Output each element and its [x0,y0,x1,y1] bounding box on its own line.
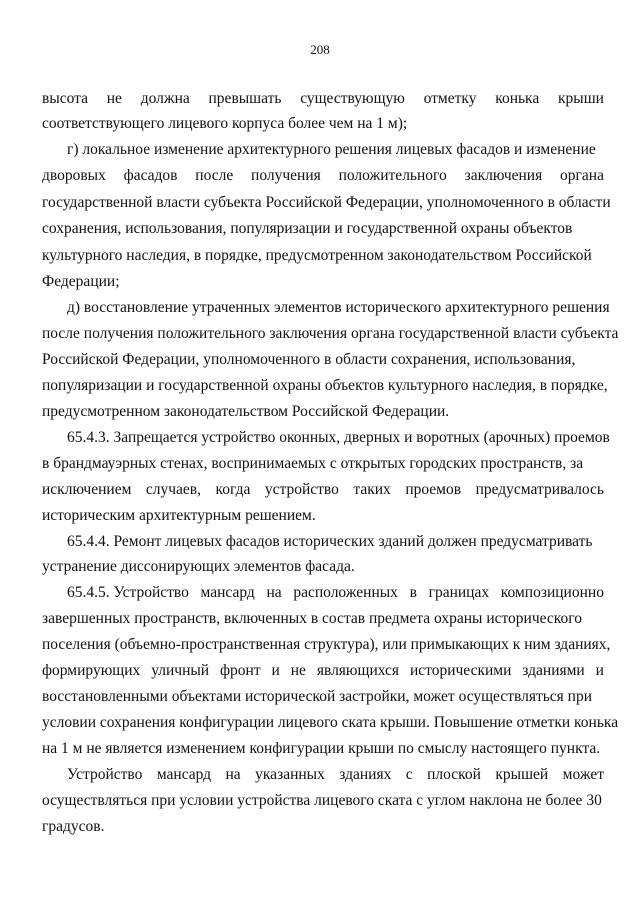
word: мансард [200,584,255,601]
text-line [67,765,604,785]
word: устройство [264,481,339,498]
word: уличный [151,662,210,679]
text-line: условии сохранения конфигурации лицевого ската крыши. Повышение отметки конька [42,714,619,731]
word: заключения [464,167,543,184]
text-line [42,480,604,500]
word: получения [251,167,321,184]
word: не [290,662,306,679]
word: превышать [208,90,282,107]
text-line: историческим архитектурным решением. [42,507,316,524]
word: фасадов [123,167,178,184]
word: крыши [558,90,604,107]
word: и [271,662,280,679]
word: композиционно [500,584,604,601]
word: 65.4.5. Устройство [67,584,189,601]
text-line: в брандмауэрных стенах, воспринимаемых с открытых городских пространств, за [42,455,584,472]
word: высота [42,90,89,107]
word: органа [560,167,604,184]
word: расположенных [293,584,398,601]
word: историческими [409,662,512,679]
text-line: культурного наследия, в порядке, предусмотренном законодательством Российской [42,247,592,264]
word: с [405,766,413,783]
word: Устройство [67,766,143,783]
text-line: соответствующего лицевого корпуса более чем на 1 м); [42,115,408,132]
word: конька [495,90,540,107]
text-line: 65.4.3. Запрещается устройство оконных, дверных и воротных (арочных) проемов [67,429,610,446]
text-line: Российской Федерации, уполномоченного в области сохранения, использования, [42,351,576,368]
text-line: поселения (объемно-пространственная структура), или примыкающих к ним зданиях, [42,636,611,653]
text-line: градусов. [42,818,105,835]
word: и [595,662,604,679]
text-line: популяризации и государственной охраны объектов культурного наследия, в порядке, [42,377,608,394]
word: указанных [255,766,325,783]
word: мансард [156,766,212,783]
word: отметку [423,90,477,107]
word: на [266,584,282,601]
word: границах [428,584,490,601]
word: положительного [338,167,447,184]
word: дворовых [42,167,106,184]
word: когда [215,481,251,498]
word: не [106,90,122,107]
text-line: завершенных пространств, включенных в состав предмета охраны исторического [42,610,583,627]
text-line: после получения положительного заключения органа государственной власти субъекта [42,325,619,342]
word: крышей [495,766,549,783]
word: случаев, [145,481,202,498]
word: после [195,167,234,184]
word: на [225,766,241,783]
text-line: д) восстановление утраченных элементов исторического архитектурного решения [67,299,610,316]
text-line: осуществляться при условии устройства лицевого ската с углом наклона не более 30 [42,792,602,809]
word: в [409,584,417,601]
word: являющихся [316,662,400,679]
text-line: восстановленными объектами исторической застройки, может осуществляться при [42,688,593,705]
text-line: 65.4.4. Ремонт лицевых фасадов исторических зданий должен предусматривать [67,533,593,550]
word: плоской [427,766,481,783]
text-line: г) локальное изменение архитектурного решения лицевых фасадов и изменение [67,141,596,158]
word: должна [140,90,190,107]
text-line: государственной власти субъекта Российской Федерации, уполномоченного в области [42,194,611,211]
word: зданиями [522,662,585,679]
text-line: сохранения, использования, популяризации и государственной охраны объектов [42,220,573,237]
word: таких [353,481,391,498]
word: может [562,766,604,783]
text-line: предусмотренном законодательством Российской Федерации. [42,403,450,420]
word: существующую [300,90,405,107]
word: исключением [42,481,132,498]
text-line: на 1 м не является изменением конфигурации крыши по смыслу настоящего пункта. [42,740,601,757]
word: формирующих [42,662,141,679]
word: проемов [405,481,462,498]
text-line [42,166,604,186]
page-number: 208 [310,42,330,57]
text-line [42,89,604,109]
word: предусматривалось [475,481,604,498]
word: зданиях [339,766,392,783]
text-line [42,661,604,681]
text-line [67,583,604,603]
word: фронт [220,662,261,679]
text-line: Федерации; [42,273,120,290]
text-line: устранение диссонирующих элементов фасада. [42,558,355,575]
